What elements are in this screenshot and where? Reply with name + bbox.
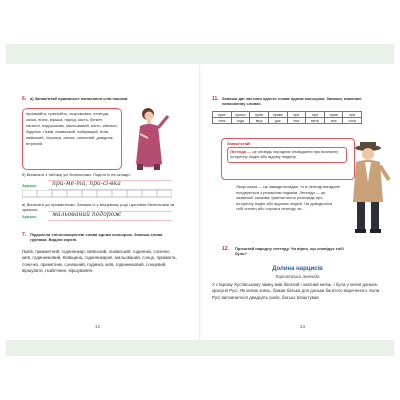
syllable-cell: мета xyxy=(306,118,325,124)
note-definition xyxy=(227,147,347,163)
task-12-number: 12. xyxy=(222,246,229,252)
handwritten-sample-2: мальований подорож xyxy=(52,211,122,218)
task-7-instruction: Підкресли спільнокореневі слова одним кольором. Запиши слова групами. Виділи корені. xyxy=(30,232,163,242)
book-gutter xyxy=(199,64,201,340)
answer-grid xyxy=(22,190,172,198)
task-7-number: 7. xyxy=(22,232,27,238)
sample-label-1: Зразок: xyxy=(22,183,37,188)
syllable-cell: примо xyxy=(231,112,250,118)
syllable-cell: прив xyxy=(250,112,269,118)
task-6-part-v: в) Виписати усі прикметники. Запиши їх у місцевому роді і доповни бичельники за зразком. xyxy=(22,202,175,212)
task-11-instruction: Запиши дві частини одного слова одним кольором. Запиши, виконані написанняу словах. xyxy=(222,96,362,106)
teacher-illustration xyxy=(128,104,172,174)
note-title: Запам'ятай! xyxy=(227,141,251,146)
storyteller-illustration xyxy=(343,142,393,237)
task-6-instruction: а) Запам'ятай правильне написання слів іншими. xyxy=(30,96,129,101)
task-11-number: 11. xyxy=(212,96,219,102)
story-title: Долина нарцисів xyxy=(272,266,323,272)
task-6-number: 6. xyxy=(22,96,27,102)
story-subtitle: Карпатська легенда xyxy=(275,274,320,279)
word-box xyxy=(22,108,122,170)
syllable-cell: прис xyxy=(213,112,232,118)
legend-paragraph: Якщо казка — це завжди вигадка, то в легенді вигадане поєднується з реальним подіями. Легенди — це, зазвичай, казкова, фантастична розповідь про історичну подію або відомих людей. Чи доводилося тобі читати або слухати легенду чи... xyxy=(236,184,341,212)
task-12-instruction: Прочитай народну легенду. Чи вірно, що сповідує тобі було? xyxy=(235,246,344,256)
syllable-cell: ека xyxy=(287,118,306,124)
syllable-row-2 xyxy=(213,118,362,124)
word-list: принмайта, присісйїть, скоромовки, легенда, казка, пісня, віршка, народ, кисть, бенкет, каталог, подорожник, мальований, місто, кімнати, будинок, Львів, львівський, найкращий, Київ, київський, Черкаси, свічка, сонячний, довідник, вітряний. xyxy=(26,111,118,146)
syllable-cell: года xyxy=(231,118,250,124)
syllable-cell: прива xyxy=(268,112,287,118)
top-band xyxy=(6,44,394,66)
note-text: — це оповідь народних оповідання про визначну історичну подію або відому людину. xyxy=(230,149,339,159)
syllable-cell: івця xyxy=(250,118,269,124)
syllable-cell: при xyxy=(287,112,306,118)
left-page-number: 12 xyxy=(95,324,101,329)
remember-note xyxy=(221,138,355,180)
right-page-number: 13 xyxy=(300,324,306,329)
task-6-part-b: б) Виписати з таблиці усі бичельники. Поділи їх на склади. xyxy=(22,172,131,177)
story-text: У старому Хустівському замку жив багатий і знатний князь. І була у князя донька-красуня Русі. Як князю князь, бажав батька для доньки багатого нареченого. Коли Русі виповнилося двадцять років, батько влаштував xyxy=(212,282,380,300)
syllable-cell: сока xyxy=(343,118,362,124)
syllable-table xyxy=(212,111,362,124)
note-term: Легенда xyxy=(230,149,247,154)
syllable-cell: при xyxy=(343,112,362,118)
syllable-cell: тинк xyxy=(213,118,232,124)
syllable-cell: яна xyxy=(324,118,343,124)
syllable-cell: дак xyxy=(268,118,287,124)
sample-label-2: Зразок: xyxy=(22,214,37,219)
syllable-cell: при xyxy=(306,112,325,118)
task-7-text: Львів, прикметний, годинникар, київський, львівський, годинник, сонечко, київ, годинниковий, Київщина, годинникарня, мальований, сонце, прикмета, сонечко, приметник, соняшний, годинка, київ, годинниковий, сонцевий, віршувати, львів'янин, віршування. xyxy=(22,249,177,273)
handwritten-sample-1: при-ме-та, при-сі-вка xyxy=(52,180,121,187)
syllable-cell: прив xyxy=(324,112,343,118)
